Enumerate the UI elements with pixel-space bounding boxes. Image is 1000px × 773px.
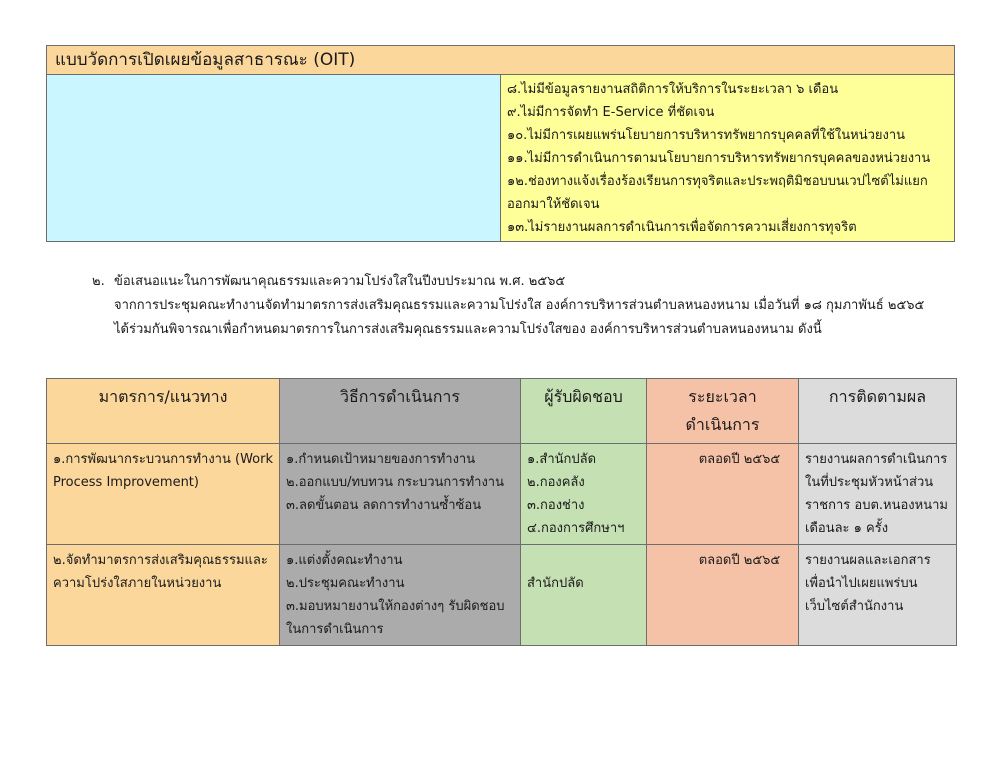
oit-table <box>46 45 955 242</box>
row-2-followup-line-1: รายงานผลและเอกสาร <box>805 553 931 568</box>
row-1-followup <box>799 444 957 545</box>
row-1-measure-line-1: ๑.การพัฒนากระบวนการทำงาน (Work <box>53 452 273 467</box>
section-2-body-line-2: ได้ร่วมกันพิจารณาเพื่อกำหนดมาตรการในการส่งเสริมคุณธรรมและความโปร่งใสของ องค์การบริหารส่วนตำบลหนองหนาม ดังนี้ <box>114 322 822 337</box>
section-2-heading <box>92 270 962 294</box>
header-period <box>647 379 799 444</box>
oit-issue-11: ๑๑.ไม่มีการดำเนินการตามนโยบายการบริหารทรัพยากรบุคคลของหน่วยงาน <box>507 151 931 166</box>
row-1-method <box>280 444 521 545</box>
row-1-followup-line-2: ในที่ประชุมหัวหน้าส่วน <box>805 475 934 490</box>
row-1-followup-line-3: ราชการ อบต.หนองหนาม <box>805 498 948 513</box>
row-2-method <box>280 545 521 646</box>
row-1-responsible-1: ๑.สำนักปลัด <box>527 452 597 467</box>
header-method: วิธีการดำเนินการ <box>280 379 521 444</box>
header-period-line-1: ระยะเวลา <box>688 387 757 406</box>
row-2-followup-line-2: เพื่อนำไปเผยแพร่บน <box>805 576 918 591</box>
row-1-responsible-3: ๓.กองช่าง <box>527 498 585 513</box>
row-2-period: ตลอดปี ๒๕๖๕ <box>647 545 799 646</box>
row-1-followup-line-1: รายงานผลการดำเนินการ <box>805 452 948 467</box>
measures-header-row <box>47 379 957 444</box>
row-1-method-step-3: ๓.ลดขั้นตอน ลดการทำงานซ้ำซ้อน <box>286 498 482 513</box>
row-1-measure-line-2: Process Improvement) <box>53 475 199 490</box>
row-2-measure-line-2: ความโปร่งใสภายในหน่วยงาน <box>53 576 222 591</box>
section-2 <box>92 270 962 342</box>
row-2-measure-line-1: ๒.จัดทำมาตรการส่งเสริมคุณธรรมและ <box>53 553 268 568</box>
header-followup: การติดตามผล <box>799 379 957 444</box>
row-2-responsible-1: สำนักปลัด <box>527 576 584 591</box>
row-2-followup-line-3: เว็บไซต์สำนักงาน <box>805 599 904 614</box>
oit-issue-10: ๑๐.ไม่มีการเผยแพร่นโยบายการบริหารทรัพยากรบุคคลที่ใช้ในหน่วยงาน <box>507 128 906 143</box>
section-2-body <box>92 294 962 342</box>
oit-issue-9: ๙.ไม่มีการจัดทำ E-Service ที่ชัดเจน <box>507 105 715 120</box>
section-2-number: ๒. <box>92 274 105 289</box>
measures-table <box>46 378 957 646</box>
row-1-method-step-1: ๑.กำหนดเป้าหมายของการทำงาน <box>286 452 476 467</box>
header-period-line-2: ดำเนินการ <box>685 415 760 434</box>
section-2-body-line-1: จากการประชุมคณะทำงานจัดทำมาตรการส่งเสริมคุณธรรมและความโปร่งใส องค์การบริหารส่วนตำบลหนองหนาม เมื่อวันที่ ๑๘ กุมภาพันธ์ ๒๕๖๕ <box>114 298 925 313</box>
row-2-method-step-3-cont: ในการดำเนินการ <box>286 622 384 637</box>
row-2-measure <box>47 545 280 646</box>
row-1-responsible <box>521 444 647 545</box>
oit-issue-8: ๘.ไม่มีข้อมูลรายงานสถิติการให้บริการในระยะเวลา ๖ เดือน <box>507 82 839 97</box>
row-2-followup <box>799 545 957 646</box>
row-1-responsible-2: ๒.กองคลัง <box>527 475 585 490</box>
row-2-responsible <box>521 545 647 646</box>
table-row <box>47 444 957 545</box>
oit-issues-cell <box>501 75 955 242</box>
row-1-responsible-4: ๔.กองการศึกษาฯ <box>527 521 625 536</box>
row-2-method-step-2: ๒.ประชุมคณะทำงาน <box>286 576 405 591</box>
section-2-title: ข้อเสนอแนะในการพัฒนาคุณธรรมและความโปร่งใสในปีงบประมาณ พ.ศ. ๒๕๖๕ <box>114 274 566 289</box>
row-1-measure <box>47 444 280 545</box>
header-measure: มาตรการ/แนวทาง <box>47 379 280 444</box>
oit-issue-13: ๑๓.ไม่รายงานผลการดำเนินการเพื่อจัดการความเสี่ยงการทุจริต <box>507 220 857 235</box>
oit-empty-cell <box>47 75 501 242</box>
table-row <box>47 545 957 646</box>
row-1-period: ตลอดปี ๒๕๖๕ <box>647 444 799 545</box>
row-1-method-step-2: ๒.ออกแบบ/ทบทวน กระบวนการทำงาน <box>286 475 504 490</box>
row-1-followup-line-4: เดือนละ ๑ ครั้ง <box>805 521 889 536</box>
row-2-method-step-3: ๓.มอบหมายงานให้กองต่างๆ รับผิดชอบ <box>286 599 505 614</box>
oit-table-title: แบบวัดการเปิดเผยข้อมูลสาธารณะ (OIT) <box>47 46 955 75</box>
oit-issue-12: ๑๒.ช่องทางแจ้งเรื่องร้องเรียนการทุจริตและประพฤติมิชอบบนเวปไซต์ไม่แยก <box>507 174 928 189</box>
row-2-method-step-1: ๑.แต่งตั้งคณะทำงาน <box>286 553 403 568</box>
oit-issue-12-cont: ออกมาให้ชัดเจน <box>507 197 600 212</box>
header-responsible: ผู้รับผิดชอบ <box>521 379 647 444</box>
